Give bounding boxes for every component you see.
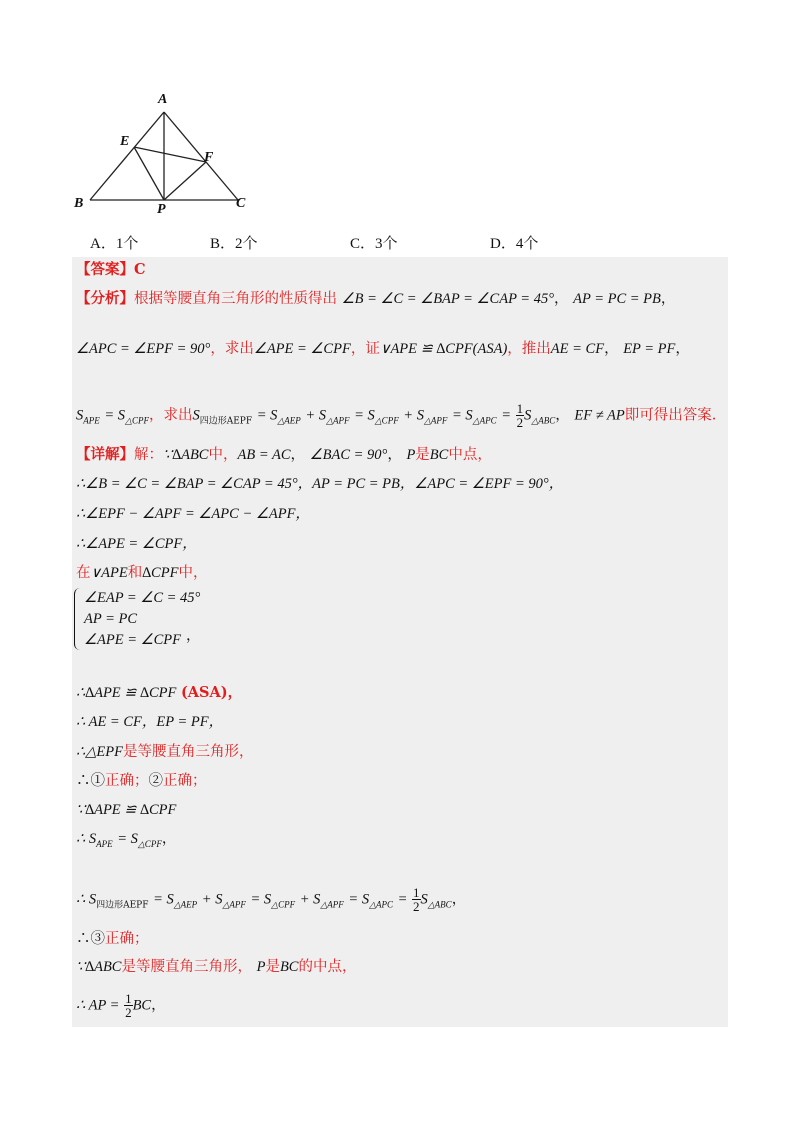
- fraction-den: 2: [413, 899, 420, 914]
- math-sub: △AEP: [173, 899, 198, 910]
- math-s: S: [524, 407, 532, 424]
- fraction-half: [124, 992, 133, 1019]
- detail-line-3: ∴∠EPF − ∠APF = ∠APC − ∠APF，: [76, 506, 310, 522]
- math-s: = S: [256, 407, 278, 424]
- detail-text: 正确；: [163, 773, 207, 789]
- triangle-figure: [70, 92, 260, 220]
- option-d: D．4个: [490, 236, 539, 252]
- math-expression: ∨APE ≌ ∆CPF(ASA): [379, 341, 508, 357]
- math-expression: EF ≠ AP: [574, 407, 625, 424]
- math-s: + S: [201, 891, 223, 908]
- math-expression: AB = AC: [237, 447, 291, 463]
- math-s: ∴ S: [76, 891, 97, 908]
- math-expression: ∠APC = ∠EPF = 90°: [76, 341, 211, 357]
- detail-line-2: ∴∠B = ∠C = ∠BAP = ∠CAP = 45°，AP = PC = PB，∠APC = ∠EPF = 90°，: [76, 476, 564, 492]
- detail-tag: 【详解】: [76, 446, 134, 463]
- analysis-text: 根据等腰直角三角形的性质得出: [134, 291, 337, 307]
- detail-text: 在: [76, 565, 91, 581]
- math-s: + S: [305, 407, 327, 424]
- math-sub: 四边形AEPF: [199, 416, 253, 427]
- math-sub: △CPF: [125, 415, 149, 426]
- answer-value: C: [134, 261, 146, 278]
- math-sub: △APF: [423, 415, 448, 426]
- detail-line-4: ∴∠APE = ∠CPF，: [76, 536, 197, 552]
- math-sub: △CPF: [271, 899, 296, 910]
- punctuation: ，: [451, 891, 467, 908]
- fraction-num: 1: [125, 991, 132, 1006]
- math-s: S: [420, 891, 428, 908]
- math-expression: BC: [279, 959, 299, 975]
- detail-text: 的中点，: [298, 959, 357, 975]
- math-expression: ∴①: [76, 773, 105, 789]
- math-s: + S: [299, 891, 321, 908]
- punctuation: ，: [161, 831, 177, 847]
- analysis-text: ，推出: [507, 341, 551, 357]
- math-s: ∴ S: [76, 831, 97, 847]
- math-sub: APE: [83, 415, 100, 426]
- system-eq-3: ∠APE = ∠CPF: [84, 632, 181, 648]
- math-sub: 四边形AEPF: [96, 900, 149, 911]
- detail-line-14: [76, 957, 356, 977]
- math-expression: ∠B = ∠C = ∠BAP = ∠CAP = 45°: [341, 291, 555, 307]
- math-sub: △ABC: [427, 899, 452, 910]
- detail-line-10: ∵∆APE ≌ ∆CPF: [76, 802, 177, 818]
- label-a: A: [158, 92, 168, 107]
- punctuation: ，: [151, 997, 166, 1014]
- math-s: = S: [104, 407, 126, 424]
- fraction-half: [516, 402, 525, 429]
- fraction-num: 1: [413, 885, 420, 900]
- system-eq-1: ∠EAP = ∠C = 45°: [84, 590, 201, 606]
- fraction-den: 2: [125, 1005, 132, 1020]
- math-sub: △CPF: [374, 415, 399, 426]
- math-expression: ∴△EPF: [76, 744, 123, 760]
- math-s: =: [501, 407, 511, 424]
- math-sub: △AEP: [277, 415, 301, 426]
- math-sub: APE: [96, 838, 113, 849]
- detail-text: 和: [127, 565, 143, 581]
- fraction-half: [412, 886, 421, 913]
- math-s: = S: [153, 891, 174, 908]
- detail-text: (ASA)，: [180, 684, 243, 701]
- math-s: = S: [354, 407, 375, 424]
- analysis-line-3: $S_{APE} = S_{\triangle CPF}$，求出$S_{四边形AEPF} = S_{\triangle AEP} + S_{\triangle APF} = S_{\triangle CPF} + S_{\triangle APF} = S_{\triangle APC}$ = $\frac{1}{2}$ $S_{\triangle ABC}$， EF ≠ AP即可得出答案.: [76, 401, 717, 430]
- answer-line: [76, 260, 146, 280]
- math-expression: ∴③: [76, 931, 105, 947]
- math-expression: AP = PC = PB: [573, 291, 661, 307]
- label-c: C: [236, 196, 246, 211]
- detail-text: 解：: [134, 447, 163, 463]
- fraction-den: 2: [516, 415, 524, 430]
- detail-line-15: [76, 992, 166, 1019]
- detail-line-13: [76, 929, 149, 949]
- system-eq-2: AP = PC: [84, 611, 138, 627]
- math-expression: ∨APE: [90, 565, 128, 581]
- option-c: C．3个: [350, 236, 398, 252]
- math-s: S: [192, 407, 200, 424]
- math-expression: AE = CF: [550, 341, 605, 357]
- math-s: S: [76, 407, 84, 424]
- analysis-tag: 【分析】: [76, 290, 134, 307]
- detail-line-5: [76, 563, 207, 583]
- detail-line-6: [76, 683, 242, 703]
- detail-line-12: [76, 886, 466, 915]
- segment-ab: [90, 112, 164, 200]
- system-comma: ，: [186, 628, 201, 644]
- answer-tag: 【答案】: [76, 261, 134, 278]
- label-p: P: [157, 202, 166, 217]
- math-s: = S: [452, 407, 473, 424]
- fraction-num: 1: [516, 401, 524, 416]
- math-expression: ∴∆APE ≌ ∆CPF: [76, 685, 177, 701]
- system-brace: [74, 588, 83, 650]
- math-s: = S: [348, 891, 370, 908]
- detail-line-8: [76, 742, 253, 762]
- detail-text: 是等腰直角三角形，: [121, 959, 252, 975]
- math-sub: △CPF: [137, 838, 162, 849]
- detail-line-9: [76, 771, 207, 791]
- analysis-text: ，求出: [210, 341, 254, 357]
- analysis-text: 即可得出答案.: [624, 407, 717, 424]
- math-expression: ∠APE = ∠CPF: [253, 341, 351, 357]
- detail-text: 中，: [208, 447, 238, 463]
- answer-options: [90, 232, 650, 252]
- math-sub: △APC: [369, 899, 393, 910]
- math-s: = S: [250, 891, 272, 908]
- detail-line-1: 【详解】解：∵∆ABC中，AB = AC， ∠BAC = 90°， P是BC中点，: [76, 446, 492, 463]
- math-expression: ∆CPF: [142, 565, 179, 581]
- math-expression: BC: [429, 447, 449, 463]
- math-expression: ∵∆ABC: [163, 447, 209, 463]
- math-sub: △APF: [320, 899, 344, 910]
- analysis-text: ，证: [350, 341, 380, 357]
- option-a: A．1个: [90, 236, 139, 252]
- math-expression: ∠BAC = 90°: [309, 447, 388, 463]
- math-expression: ∴ AP =: [76, 997, 120, 1014]
- analysis-line-1: 【分析】根据等腰直角三角形的性质得出 ∠B = ∠C = ∠BAP = ∠CAP = 45°， AP = PC = PB，: [76, 290, 676, 307]
- math-expression: ②: [148, 773, 163, 789]
- math-s: + S: [403, 407, 424, 424]
- math-sub: △APC: [472, 415, 497, 426]
- detail-text: 是: [265, 959, 280, 975]
- detail-text: 中，: [178, 565, 208, 581]
- detail-line-7: ∴ AE = CF，EP = PF，: [76, 714, 224, 730]
- detail-text: 是等腰直角三角形，: [122, 744, 254, 760]
- math-sub: △ABC: [531, 415, 556, 426]
- analysis-text: ，求出: [148, 407, 193, 424]
- label-b: B: [74, 196, 84, 211]
- math-expression: BC: [132, 997, 152, 1014]
- math-expression: EP = PF: [623, 341, 676, 357]
- analysis-line-2: ∠APC = ∠EPF = 90°，求出∠APE = ∠CPF，证∨APE ≌ ∆CPF(ASA)，推出AE = CF， EP = PF，: [76, 341, 690, 357]
- math-expression: P: [256, 959, 266, 975]
- option-b: B．2个: [210, 236, 258, 252]
- detail-text: 正确；: [105, 773, 149, 789]
- detail-text: 中点，: [448, 447, 492, 463]
- math-s: = S: [117, 831, 138, 847]
- math-sub: △APF: [326, 415, 350, 426]
- label-e: E: [120, 134, 130, 149]
- label-f: F: [204, 150, 214, 165]
- math-expression: P: [406, 447, 416, 463]
- math-expression: ∵∆ABC: [76, 959, 122, 975]
- segment-ep: [134, 147, 164, 200]
- detail-text: 正确；: [105, 931, 149, 947]
- detail-line-11: [76, 829, 176, 854]
- segment-fp: [164, 162, 206, 200]
- math-s: =: [397, 891, 408, 908]
- detail-text: 是: [415, 447, 430, 463]
- math-sub: △APF: [222, 899, 246, 910]
